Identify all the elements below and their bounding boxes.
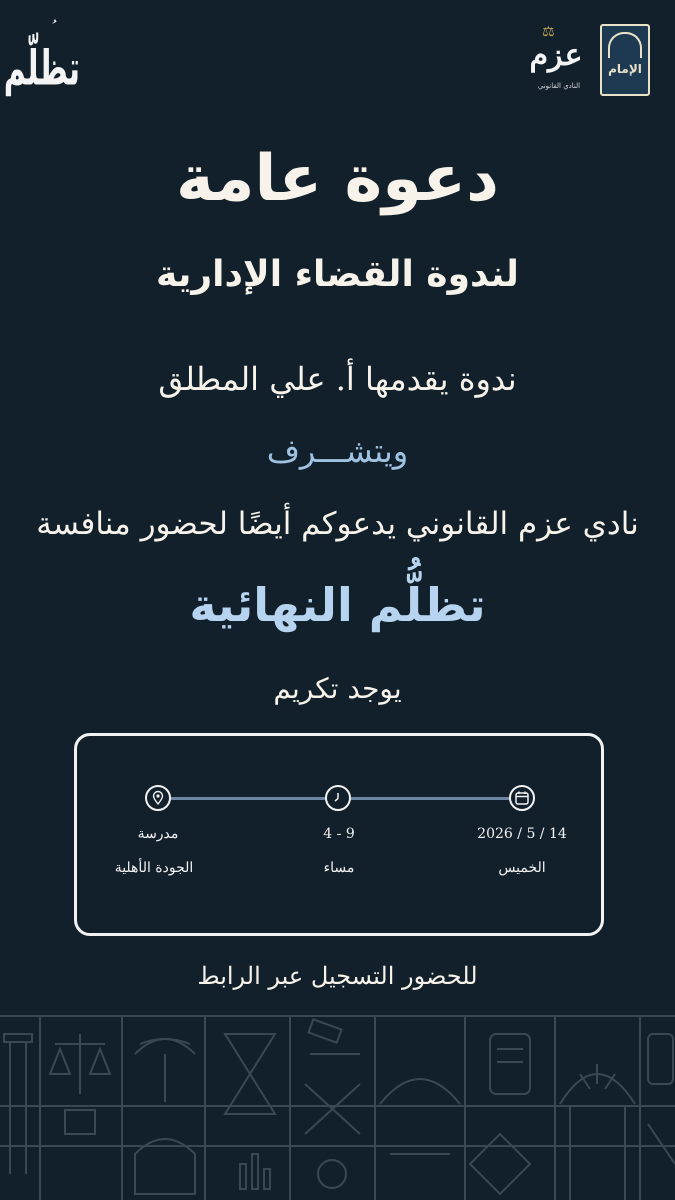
header-logos [512, 24, 650, 94]
event-place-line1: مدرسة [137, 826, 179, 842]
event-time: 9 - 4 [323, 826, 355, 842]
page-title: دعوة عامة [176, 142, 499, 216]
scales-icon: ⚖ [542, 24, 555, 40]
clock-icon [325, 785, 351, 811]
decorative-pattern [0, 1014, 675, 1200]
tazallum-logo-icon [3, 18, 80, 113]
event-period: مساء [323, 860, 355, 876]
presenter-line: ندوة يقدمها أ. علي المطلق [158, 360, 517, 398]
azm-brand-sub: النادي القانوني [537, 82, 581, 90]
invite-line: نادي عزم القانوني يدعوكم أيضًا لحضور منافسة [36, 506, 639, 542]
page-subtitle: لندوة القضاء الإدارية [156, 254, 519, 295]
competition-title: تظلُّم النهائية [189, 578, 486, 632]
honor-line: ويتشـــرف [266, 432, 409, 470]
award-note: يوجد تكريم [273, 672, 402, 705]
imam-university-seal-icon [600, 24, 650, 96]
event-day: الخميس [498, 860, 546, 876]
calendar-icon [509, 785, 535, 811]
event-place-line2: الجودة الأهلية [114, 860, 194, 876]
left-logo-text: تظلّم [3, 41, 80, 98]
location-pin-icon [145, 785, 171, 811]
registration-note: للحضور التسجيل عبر الرابط [197, 962, 478, 990]
event-date: 14 / 5 / 2026 [477, 826, 567, 842]
azm-brand: عزم [529, 38, 583, 73]
seal-text: الإمام [608, 62, 642, 76]
